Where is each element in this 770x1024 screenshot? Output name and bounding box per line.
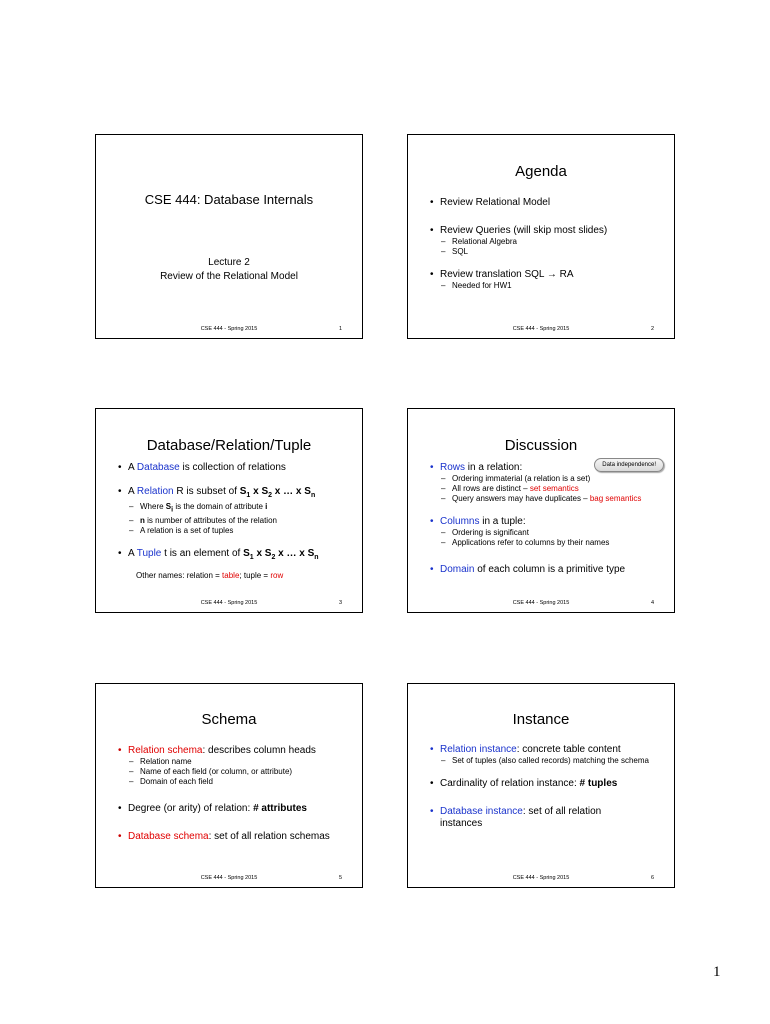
slide-content xyxy=(116,462,352,582)
lecture-topic: Review of the Relational Model xyxy=(160,271,298,282)
text: A xyxy=(128,462,137,473)
symbol: $S_i$ xyxy=(165,502,174,514)
slide-content xyxy=(428,197,664,291)
text: is the domain of attribute xyxy=(173,502,266,511)
lecture-number: Lecture 2 xyxy=(208,257,250,268)
term-database-instance: Database instance xyxy=(440,806,523,817)
text: of each column is a primitive type xyxy=(474,564,626,575)
bullet xyxy=(116,548,352,564)
bullet xyxy=(116,831,352,843)
bold-text: # attributes xyxy=(253,803,307,814)
term-relation: Relation xyxy=(136,486,174,497)
slide-title: CSE 444: Database Internals xyxy=(144,192,314,207)
sub-bullet xyxy=(428,484,664,494)
bullet xyxy=(428,462,664,474)
sub-bullet: – Relational Algebra xyxy=(428,237,664,247)
sub-bullet: – Needed for HW1 xyxy=(428,281,664,291)
text: : set of all relation instances xyxy=(440,806,602,829)
sub-bullet: – Ordering immaterial (a relation is a set) xyxy=(428,474,664,484)
slide-content xyxy=(428,462,664,576)
bold-text: # tuples xyxy=(579,778,618,789)
footer-text: CSE 444 - Spring 2015 xyxy=(200,326,258,332)
symbol: i xyxy=(265,502,268,511)
footer-text: CSE 444 - Spring 2015 xyxy=(200,875,258,881)
term-columns: Columns xyxy=(440,516,480,527)
slide-number: 3 xyxy=(338,600,342,606)
sub-bullet: – SQL xyxy=(428,247,664,257)
page-number: 1 xyxy=(713,964,721,980)
footer-text: CSE 444 - Spring 2015 xyxy=(512,600,570,606)
symbol: n xyxy=(140,515,145,525)
text: A xyxy=(128,547,137,559)
slide-6 xyxy=(407,683,675,888)
footer-text: CSE 444 - Spring 2015 xyxy=(200,600,258,606)
slide-title: Agenda xyxy=(515,163,567,180)
slide-number: 1 xyxy=(338,326,342,332)
sub-bullet: – Set of tuples (also called records) matching the schema xyxy=(428,756,664,766)
text: Where xyxy=(140,502,166,511)
text: t is an element of xyxy=(161,547,244,559)
slide-title: Discussion xyxy=(504,437,578,454)
text: in a relation: xyxy=(465,462,523,473)
term-relation-instance: Relation instance xyxy=(440,744,517,755)
text: All rows are distinct – xyxy=(452,484,530,493)
sub-bullet xyxy=(428,494,664,504)
bullet xyxy=(428,744,664,756)
term-domain: Domain xyxy=(440,564,475,575)
sub-bullet: – A relation is a set of tuples xyxy=(116,526,352,536)
term-tuple: Tuple xyxy=(136,547,162,559)
slide-title: Schema xyxy=(201,711,257,728)
bullet xyxy=(428,806,664,830)
term-rows: Rows xyxy=(440,462,466,473)
bullet xyxy=(116,486,352,502)
slide-number: 4 xyxy=(650,600,654,606)
text: : concrete table content xyxy=(516,744,621,755)
text: : set of all relation schemas xyxy=(208,831,330,842)
text: is number of attributes of the relation xyxy=(144,515,277,525)
sub-bullet: – Ordering is significant xyxy=(428,528,664,538)
bullet xyxy=(116,745,352,757)
callout-bubble: Data independence! xyxy=(594,458,664,472)
slide-1 xyxy=(95,134,363,339)
text: Cardinality of relation instance: xyxy=(440,778,580,789)
term-bag-semantics: bag semantics xyxy=(589,494,642,503)
slide-number: 5 xyxy=(338,875,342,881)
bullet xyxy=(116,462,352,474)
bullet: • Review Queries (will skip most slides) xyxy=(428,225,664,237)
slide-number: 6 xyxy=(650,875,654,881)
other-names xyxy=(116,570,352,582)
text: A xyxy=(128,486,137,497)
bullet xyxy=(428,778,664,790)
sub-bullet xyxy=(116,502,352,516)
sub-bullet xyxy=(116,516,352,526)
term-table: table xyxy=(222,570,240,580)
slide-content xyxy=(428,744,664,830)
sub-bullet: – Name of each field (or column, or attribute) xyxy=(116,767,352,777)
slide-number: 2 xyxy=(650,326,654,332)
slide-4 xyxy=(407,408,675,613)
text: R is subset of xyxy=(173,486,240,497)
term-database: Database xyxy=(136,462,180,473)
sub-bullet: – Domain of each field xyxy=(116,777,352,787)
text: is collection of relations xyxy=(179,462,286,473)
bullet xyxy=(428,564,664,576)
term-set-semantics: set semantics xyxy=(529,484,579,493)
sub-bullet: – Applications refer to columns by their names xyxy=(428,538,664,548)
slide-2 xyxy=(407,134,675,339)
text: in a tuple: xyxy=(479,516,526,527)
text: Degree (or arity) of relation: xyxy=(128,803,254,814)
text: ; tuple = xyxy=(239,570,271,580)
text: Other names: relation = xyxy=(136,570,223,580)
slide-5 xyxy=(95,683,363,888)
bullet xyxy=(428,516,664,528)
term-database-schema: Database schema xyxy=(128,831,209,842)
bullet: • Review Relational Model xyxy=(428,197,664,209)
text: Query answers may have duplicates – xyxy=(452,494,590,503)
slide-3 xyxy=(95,408,363,613)
cartesian-product: $S_1$ x $S_2$ x … x $S_n$ xyxy=(243,547,319,561)
term-relation-schema: Relation schema xyxy=(128,745,203,756)
term-row: row xyxy=(270,570,284,580)
sub-bullet: – Relation name xyxy=(116,757,352,767)
slide-title: Instance xyxy=(512,711,570,728)
cartesian-product: $S_1$ x $S_2$ x … x $S_n$ xyxy=(239,486,316,499)
slide-title: Database/Relation/Tuple xyxy=(146,437,312,454)
text: : describes column heads xyxy=(202,745,316,756)
bullet: • Review translation SQL → RA xyxy=(428,269,664,281)
slide-content xyxy=(116,745,352,843)
bullet xyxy=(116,803,352,815)
footer-text: CSE 444 - Spring 2015 xyxy=(512,326,570,332)
footer-text: CSE 444 - Spring 2015 xyxy=(512,875,570,881)
